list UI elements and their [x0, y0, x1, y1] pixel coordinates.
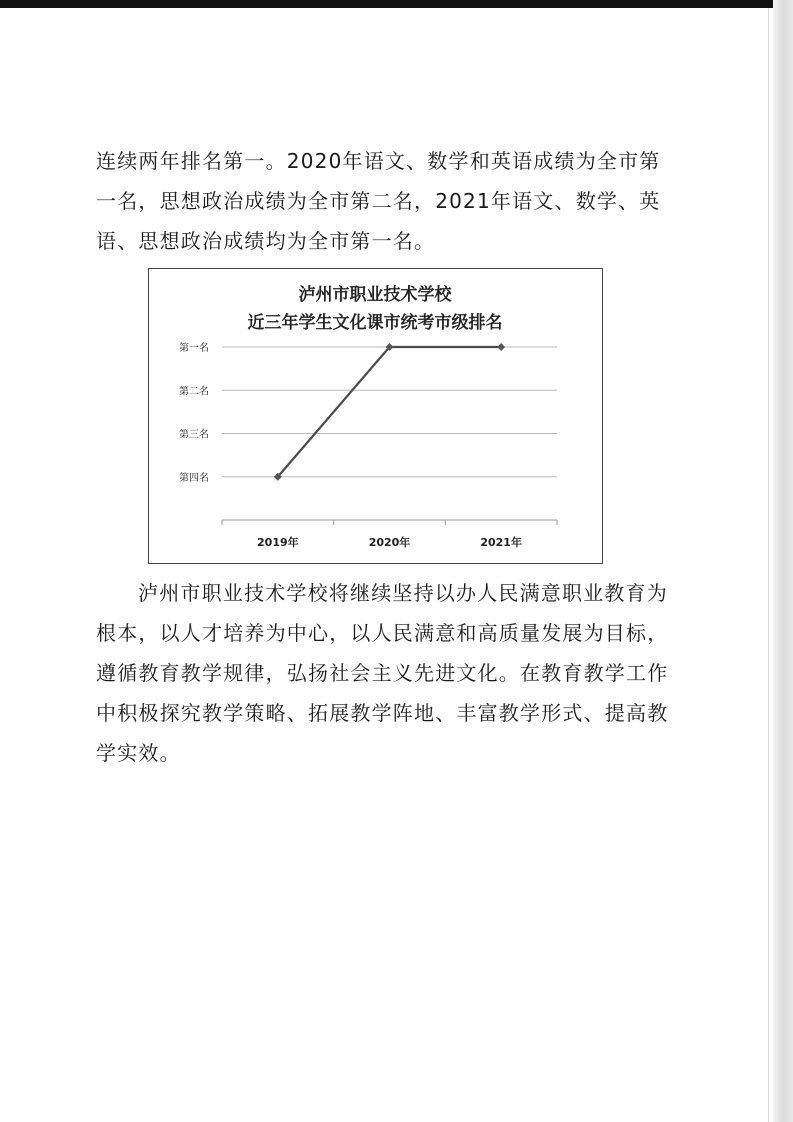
paragraph-future-plan: 泸州市职业技术学校将继续坚持以办人民满意职业教育为根本，以人才培养为中心，以人民满意和高质量发展为目标，遵循教育教学规律，弘扬社会主义先进文化。在教育教学工作中积极探究教学策略、拓展教学阵地、丰富教学形式、提高教学实效。 — [96, 581, 669, 765]
x-tick-label: 2019年 — [257, 536, 299, 549]
ranking-chart — [148, 268, 603, 564]
scan-edge-line — [768, 8, 769, 1122]
y-tick-label: 第二名 — [179, 386, 209, 398]
scan-top-border — [0, 0, 793, 8]
scan-right-edge — [773, 0, 793, 1122]
y-tick-label: 第三名 — [179, 429, 209, 441]
chart-title-line-2: 近三年学生文化课市统考市级排名 — [247, 313, 503, 333]
data-point-marker — [497, 343, 505, 351]
paragraph-ranking-summary: 连续两年排名第一。2020年语文、数学和英语成绩为全市第一名，思想政治成绩为全市第二名，2021年语文、数学、英语、思想政治成绩均为全市第一名。 — [96, 149, 661, 253]
x-tick-label: 2021年 — [480, 536, 522, 549]
x-tick-label: 2020年 — [368, 536, 411, 549]
ranking-series-line — [278, 347, 501, 477]
y-tick-label: 第一名 — [179, 343, 209, 354]
y-tick-label: 第四名 — [179, 472, 209, 484]
ranking-chart-svg — [149, 269, 602, 563]
chart-title-line-1: 泸州市职业技术学校 — [298, 285, 452, 305]
